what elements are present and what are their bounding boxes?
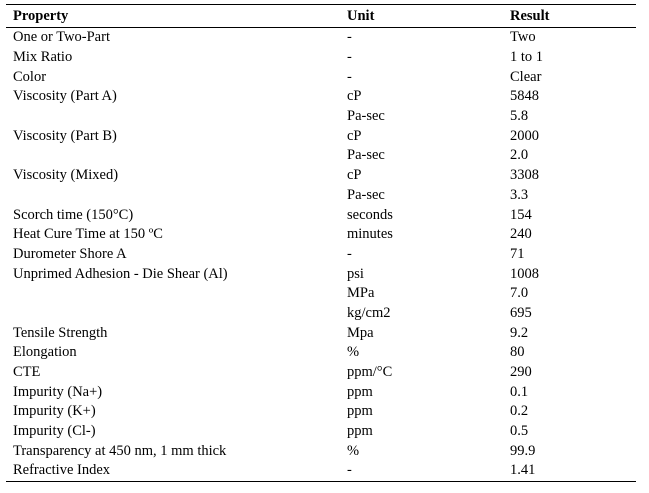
cell-result: 0.1	[510, 383, 529, 400]
cell-result: 154	[510, 206, 532, 223]
cell-unit: -	[347, 68, 352, 85]
cell-property	[6, 284, 340, 304]
table-row	[6, 126, 636, 146]
cell-result: Clear	[510, 68, 542, 85]
cell-property: Unprimed Adhesion - Die Shear (Al)	[13, 265, 228, 282]
cell-unit: cP	[347, 167, 362, 184]
cell-unit: Mpa	[347, 324, 374, 341]
table-row	[6, 402, 636, 422]
header-property: Property	[6, 5, 340, 28]
cell-unit: ppm	[347, 383, 373, 400]
cell-property: Impurity (Na+)	[13, 383, 103, 400]
cell-property: Viscosity (Mixed)	[13, 167, 119, 184]
cell-property: Viscosity (Part A)	[13, 88, 117, 105]
table-row	[6, 323, 636, 343]
header-unit: Unit	[340, 5, 503, 28]
cell-result: 9.2	[510, 324, 529, 341]
cell-result: 2.0	[510, 147, 529, 164]
cell-property: Refractive Index	[6, 461, 340, 481]
cell-property: Durometer Shore A	[13, 245, 127, 262]
cell-unit: seconds	[347, 206, 393, 223]
cell-property: Viscosity (Part B)	[13, 127, 117, 144]
table-row	[6, 146, 636, 166]
table-row	[6, 422, 636, 442]
cell-unit: -	[340, 461, 503, 481]
cell-unit: kg/cm2	[347, 304, 391, 321]
table-row	[6, 461, 636, 481]
cell-property	[6, 107, 340, 127]
cell-unit: %	[347, 442, 360, 459]
cell-property: Impurity (K+)	[13, 403, 96, 420]
cell-property	[6, 304, 340, 324]
cell-unit: ppm/°C	[347, 364, 393, 381]
table-row	[6, 343, 636, 363]
cell-result: 1008	[510, 265, 539, 282]
cell-property	[6, 146, 340, 166]
table-row	[6, 363, 636, 383]
cell-unit: cP	[347, 88, 362, 105]
table-row	[6, 284, 636, 304]
cell-result: 3.3	[510, 186, 529, 203]
cell-result: 3308	[510, 167, 539, 184]
cell-unit: ppm	[347, 403, 373, 420]
cell-unit: Pa-sec	[347, 186, 385, 203]
table-row	[6, 205, 636, 225]
cell-property: Elongation	[13, 344, 77, 361]
cell-unit: Pa-sec	[347, 147, 385, 164]
cell-unit: cP	[347, 127, 362, 144]
cell-property: CTE	[13, 364, 41, 381]
cell-result: 695	[510, 304, 532, 321]
table-row	[6, 441, 636, 461]
cell-result: 71	[510, 245, 525, 262]
cell-unit: -	[347, 245, 352, 262]
properties-table	[6, 4, 636, 482]
cell-result: 99.9	[510, 442, 536, 459]
cell-result: 5848	[510, 88, 539, 105]
header-result: Result	[503, 5, 636, 28]
table-row	[6, 304, 636, 324]
cell-property	[6, 186, 340, 206]
cell-property: Color	[13, 68, 47, 85]
cell-unit: %	[347, 344, 360, 361]
table-row	[6, 87, 636, 107]
cell-result: 2000	[510, 127, 539, 144]
table-row	[6, 245, 636, 265]
table-body	[6, 28, 636, 482]
table-row	[6, 186, 636, 206]
cell-result: 7.0	[510, 285, 529, 302]
cell-result: 80	[510, 344, 525, 361]
cell-unit: MPa	[347, 285, 375, 302]
cell-result: Two	[510, 29, 536, 46]
properties-table-container	[6, 4, 636, 482]
cell-property: Mix Ratio	[13, 49, 73, 66]
cell-property: Impurity (Cl-)	[13, 423, 96, 440]
cell-property: Scorch time (150°C)	[13, 206, 134, 223]
cell-property: One or Two-Part	[13, 29, 110, 46]
cell-unit: -	[347, 29, 352, 46]
table-header	[6, 5, 636, 28]
cell-unit: Pa-sec	[347, 108, 385, 125]
cell-result: 1.41	[503, 461, 636, 481]
cell-property: Transparency at 450 nm, 1 mm thick	[13, 442, 227, 459]
cell-result: 1 to 1	[510, 49, 544, 66]
table-row	[6, 28, 636, 48]
header-row	[6, 5, 636, 28]
table-row	[6, 225, 636, 245]
table-row	[6, 67, 636, 87]
table-row	[6, 107, 636, 127]
table-row	[6, 166, 636, 186]
cell-result: 0.2	[510, 403, 529, 420]
cell-unit: psi	[347, 265, 364, 282]
table-row	[6, 48, 636, 68]
cell-result: 5.8	[510, 108, 529, 125]
cell-result: 0.5	[510, 423, 529, 440]
cell-unit: minutes	[347, 226, 393, 243]
cell-property: Tensile Strength	[13, 324, 108, 341]
table-row	[6, 264, 636, 284]
cell-result: 290	[510, 364, 532, 381]
cell-result: 240	[510, 226, 532, 243]
cell-property: Heat Cure Time at 150 ºC	[13, 226, 163, 243]
cell-unit: ppm	[347, 423, 373, 440]
table-row	[6, 382, 636, 402]
cell-unit: -	[347, 49, 352, 66]
